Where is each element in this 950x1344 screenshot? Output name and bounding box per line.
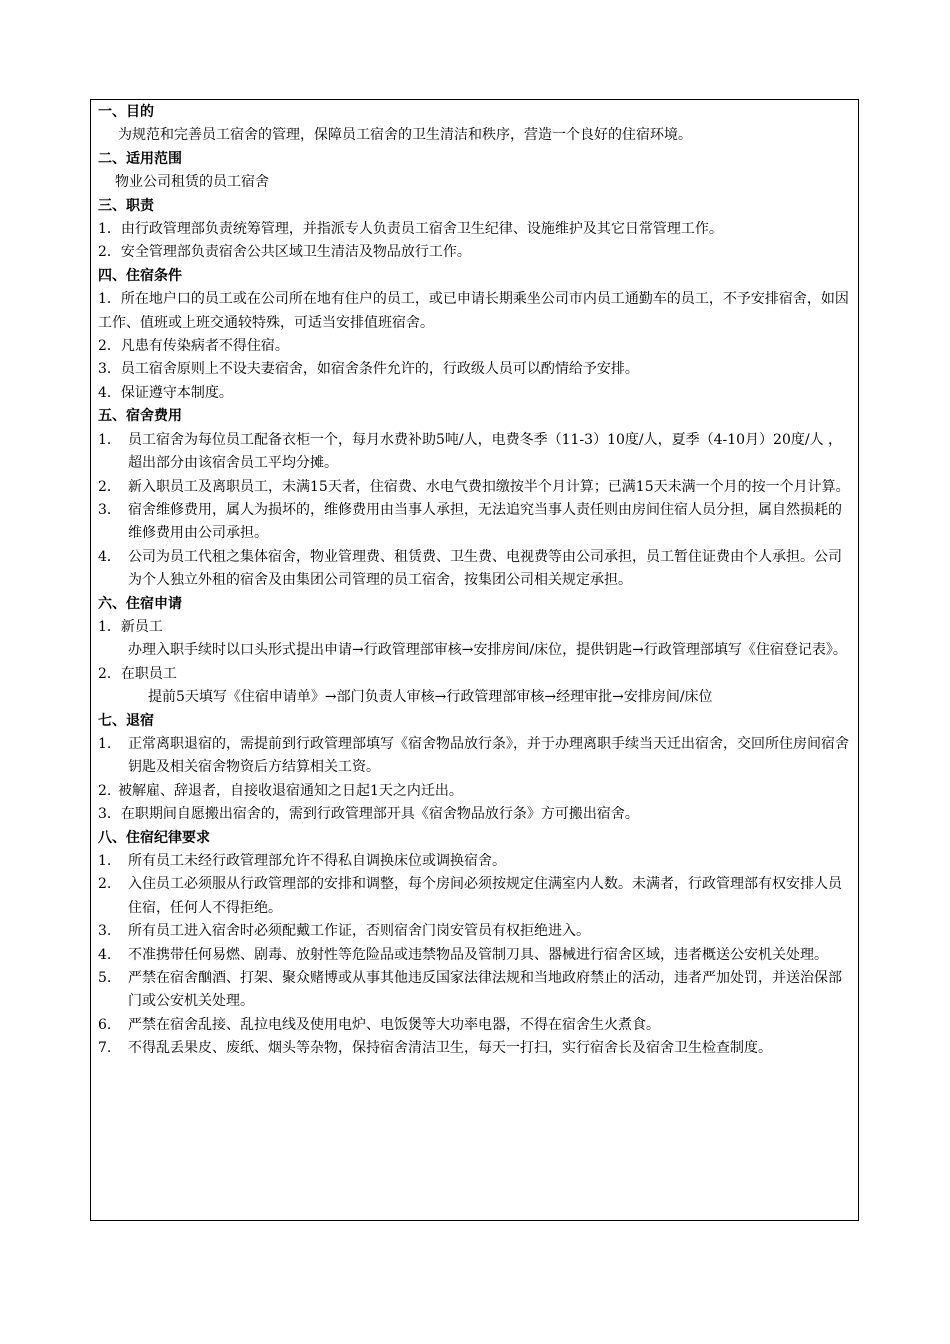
item-number: 3. [98, 923, 112, 940]
list-item [98, 1014, 851, 1037]
item-text: 被解雇、辞退者，自接收退宿通知之日起1天之内迁出。 [118, 782, 463, 799]
item-text: 不准携带任何易燃、剧毒、放射性等危险品或违禁物品及管制刀具、器械进行宿舍区域，违者概送公安机关处理。 [128, 946, 828, 963]
list-item [98, 499, 851, 546]
item-number: 1． [98, 221, 121, 238]
item-number: 4. [98, 946, 112, 963]
item-text: 新入职员工及离职员工，未满15天者，住宿费、水电气费扣缴按半个月计算；已满15天未满一个月的按一个月计算。 [128, 478, 850, 495]
section-body: 物业公司租赁的员工宿舍 [115, 174, 269, 191]
list-item [98, 1037, 851, 1060]
item-number: 2． [98, 244, 121, 261]
list-item [98, 733, 851, 780]
item-text: 凡患有传染病者不得住宿。 [120, 338, 289, 355]
item-text: 所有员工未经行政管理部允许不得私自调换床位或调换宿舍。 [128, 853, 506, 869]
item-number: 2． [98, 478, 121, 495]
list-item [98, 944, 851, 967]
section-body: 为规范和完善员工宿舍的管理，保障员工宿舍的卫生清洁和秩序，营造一个良好的住宿环境。 [118, 127, 692, 144]
item-number: 1. [98, 853, 112, 869]
list-item [98, 850, 851, 873]
document-content [91, 100, 858, 1061]
list-item [98, 335, 851, 358]
item-number: 5. [98, 970, 112, 987]
item-text: 严禁在宿舍酗酒、打架、聚众赌博或从事其他违反国家法律法规和当地政府禁止的活动，违者严加处罚，并送治保部门或公安机关处理。 [128, 970, 842, 1010]
section-heading-conditions: 四、住宿条件 [98, 267, 182, 284]
item-text: 所在地户口的员工或在公司所在地有住户的员工，或已申请长期乘坐公司市内员工通勤车的员工，不予安排宿舍，如因工作、值班或上班交通较特殊，可适当安排值班宿舍。 [98, 291, 849, 331]
item-number: 1． [98, 291, 121, 308]
section-heading-checkout: 七、退宿 [98, 712, 154, 729]
list-item [98, 358, 851, 381]
document-frame [90, 99, 859, 1221]
section-heading-duties: 三、职责 [98, 197, 154, 214]
section-heading-discipline: 八、住宿纪律要求 [98, 829, 210, 846]
list-item [98, 803, 851, 826]
item-number: 6. [98, 1016, 112, 1033]
section-heading-fees: 五、宿舍费用 [98, 408, 182, 425]
item-text: 公司为员工代租之集体宿舍，物业管理费、租赁费、卫生费、电视费等由公司承担，员工暂住证费由个人承担。公司为个人独立外租的宿舍及由集团公司管理的员工宿舍，按集团公司相关规定承担。 [128, 548, 842, 589]
list-item [98, 218, 851, 241]
item-text: 保证遵守本制度。 [120, 384, 233, 401]
sub-text: 提前5天填写《住宿申请单》→部门负责人审核→行政管理部审核→经理审批→安排房间/床位 [148, 689, 713, 706]
item-number: 2. [98, 876, 112, 893]
item-text: 员工宿舍原则上不设夫妻宿舍，如宿舍条件允许的，行政级人员可以酌情给予安排。 [120, 361, 639, 378]
item-text: 员工宿舍为每位员工配备衣柜一个，每月水费补助5吨/人，电费冬季（11-3）10度/人，夏季（4-10月）20度/人 ，超出部分由该宿舍员工平均分摊。 [128, 431, 843, 472]
section-heading-application: 六、住宿申请 [98, 595, 182, 612]
list-item [98, 920, 851, 943]
list-item [98, 429, 851, 476]
item-text: 入住员工必须服从行政管理部的安排和调整，每个房间必须按规定住满室内人数。未满者，行政管理部有权安排人员住宿，任何人不得拒绝。 [128, 876, 842, 916]
section-heading-purpose: 一、目的 [98, 104, 154, 120]
item-number: 3． [98, 501, 121, 518]
sub-label-new-staff: 1．新员工 [98, 618, 163, 635]
item-text: 在职期间自愿搬出宿舍的，需到行政管理部开具《宿舍物品放行条》方可搬出宿舍。 [120, 806, 639, 823]
list-item [98, 873, 851, 920]
list-item [98, 546, 851, 593]
section-heading-scope: 二、适用范围 [98, 150, 182, 167]
item-text: 安全管理部负责宿舍公共区域卫生清洁及物品放行工作。 [120, 244, 471, 261]
item-text: 宿舍维修费用，属人为损坏的，维修费用由当事人承担，无法追究当事人责任则由房间住宿人员分担，属自然损耗的维修费用由公司承担。 [128, 501, 842, 542]
list-item [98, 967, 851, 1014]
item-number: 1． [98, 431, 121, 448]
item-number: 2. [98, 782, 116, 799]
item-number: 1. [98, 735, 116, 752]
list-item [98, 288, 851, 335]
item-number: 7. [98, 1040, 112, 1057]
item-number: 3． [98, 361, 121, 378]
item-text: 所有员工进入宿舍时必须配戴工作证，否则宿舍门岗安管员有权拒绝进入。 [128, 923, 590, 940]
sub-text: 办理入职手续时以口头形式提出申请→行政管理部审核→安排房间/床位，提供钥匙→行政管理部填写《住宿登记表》。 [128, 642, 847, 659]
item-text: 不得乱丢果皮、废纸、烟头等杂物，保持宿舍清洁卫生，每天一打扫，实行宿舍长及宿舍卫生检查制度。 [128, 1040, 772, 1057]
item-number: 4． [98, 548, 121, 565]
list-item [98, 476, 851, 499]
item-number: 4． [98, 384, 121, 401]
sub-label-current-staff: 2．在职员工 [98, 665, 177, 682]
list-item [98, 241, 851, 264]
item-text: 严禁在宿舍乱接、乱拉电线及使用电炉、电饭煲等大功率电器，不得在宿舍生火煮食。 [128, 1016, 660, 1033]
item-number: 2． [98, 338, 121, 355]
list-item [98, 780, 851, 803]
item-text: 正常离职退宿的，需提前到行政管理部填写《宿舍物品放行条》，并于办理离职手续当天迁出宿舍，交回所住房间宿舍钥匙及相关宿舍物资后方结算相关工资。 [128, 735, 849, 776]
item-text: 由行政管理部负责统筹管理，并指派专人负责员工宿舍卫生纪律、设施维护及其它日常管理工作。 [120, 221, 723, 238]
list-item [98, 382, 851, 405]
item-number: 3． [98, 806, 121, 823]
